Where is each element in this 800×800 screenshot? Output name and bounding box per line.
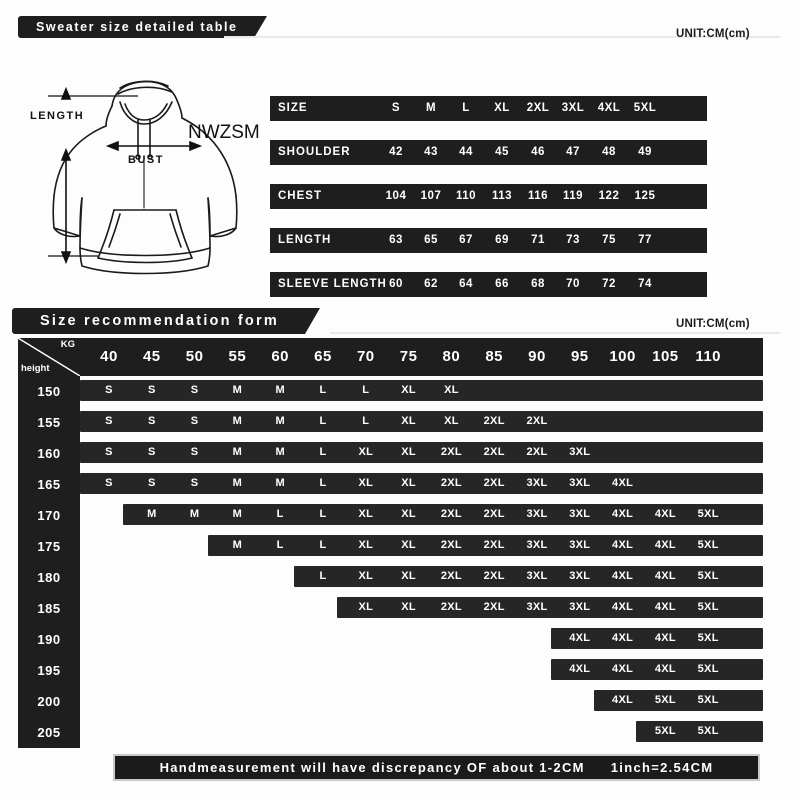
recommendation-cell: L bbox=[319, 508, 327, 520]
spec-value-cell: 47 bbox=[566, 146, 580, 158]
spec-row-label: CHEST bbox=[278, 190, 322, 202]
recommendation-cell: XL bbox=[358, 446, 374, 458]
recommendation-cell: S bbox=[147, 477, 156, 489]
recommendation-cell: 3XL bbox=[569, 539, 591, 551]
spec-value-cell: 65 bbox=[424, 234, 438, 246]
recommendation-cell: 3XL bbox=[569, 477, 591, 489]
spec-value-cell: 77 bbox=[638, 234, 652, 246]
spec-row bbox=[270, 96, 707, 121]
spec-section-banner bbox=[18, 16, 254, 38]
recommendation-cell: 5XL bbox=[697, 539, 719, 551]
spec-value-cell: 46 bbox=[531, 146, 545, 158]
recommendation-cell: 4XL bbox=[654, 570, 676, 582]
spec-value-cell: XL bbox=[494, 102, 510, 114]
spec-value-cell: 110 bbox=[455, 190, 477, 202]
spec-value-cell: 3XL bbox=[561, 102, 585, 114]
height-cell: 185 bbox=[37, 601, 61, 616]
recommendation-cell: 5XL bbox=[697, 725, 719, 737]
recommendation-row bbox=[551, 628, 763, 649]
recommendation-cell: L bbox=[319, 384, 327, 396]
recommendation-cell: L bbox=[362, 415, 370, 427]
recommendation-cell: 4XL bbox=[654, 663, 676, 675]
recommendation-cell: 5XL bbox=[697, 508, 719, 520]
spec-value-cell: 122 bbox=[598, 190, 620, 202]
weight-header-cell: 85 bbox=[485, 348, 504, 365]
spec-value-cell: 62 bbox=[424, 278, 438, 290]
recommendation-cell: 4XL bbox=[654, 632, 676, 644]
recommend-section-banner bbox=[12, 308, 305, 334]
recommendation-cell: 4XL bbox=[569, 632, 591, 644]
spec-value-cell: 66 bbox=[495, 278, 509, 290]
corner-kg-label: KG bbox=[60, 339, 75, 350]
weight-header-cell: 45 bbox=[142, 348, 161, 365]
spec-value-cell: 45 bbox=[495, 146, 509, 158]
measurement-disclaimer bbox=[113, 754, 760, 781]
spec-value-cell: 42 bbox=[389, 146, 403, 158]
recommendation-cell: XL bbox=[401, 384, 416, 396]
weight-header-cell: 70 bbox=[356, 348, 375, 365]
recommendation-cell: XL bbox=[358, 601, 374, 613]
recommendation-cell: XL bbox=[444, 384, 459, 396]
spec-value-cell: 4XL bbox=[597, 102, 621, 114]
recommendation-cell: 2XL bbox=[483, 508, 505, 520]
recommendation-cell: M bbox=[232, 415, 243, 427]
height-cell: 200 bbox=[37, 694, 61, 709]
recommendation-cell: M bbox=[275, 446, 285, 458]
recommendation-cell: 3XL bbox=[526, 570, 548, 582]
spec-row bbox=[270, 272, 707, 297]
weight-header-cell: 95 bbox=[570, 348, 589, 365]
bust-label: BUST bbox=[128, 154, 164, 166]
recommendation-cell: XL bbox=[401, 477, 416, 489]
recommendation-cell: 5XL bbox=[654, 725, 676, 737]
recommendation-cell: M bbox=[232, 446, 243, 458]
spec-value-cell: 107 bbox=[420, 190, 442, 202]
recommendation-cell: 4XL bbox=[612, 508, 634, 520]
recommendation-cell: XL bbox=[401, 601, 416, 613]
recommendation-cell: M bbox=[275, 384, 285, 396]
weight-header-cell: 110 bbox=[695, 348, 722, 365]
length-label: LENGTH bbox=[30, 110, 85, 122]
height-cell: 180 bbox=[37, 570, 61, 585]
spec-value-cell: 2XL bbox=[526, 102, 550, 114]
spec-section-title: Sweater size detailed table bbox=[36, 20, 238, 34]
weight-header-cell: 75 bbox=[399, 348, 418, 365]
recommendation-cell: 4XL bbox=[612, 539, 634, 551]
recommendation-cell: 2XL bbox=[483, 446, 505, 458]
recommendation-row bbox=[337, 597, 763, 618]
recommendation-cell: XL bbox=[358, 508, 374, 520]
spec-value-cell: 113 bbox=[491, 190, 513, 202]
recommendation-cell: 2XL bbox=[483, 570, 505, 582]
height-cell: 165 bbox=[37, 477, 61, 492]
recommendation-cell: 3XL bbox=[526, 539, 548, 551]
recommendation-cell: M bbox=[275, 415, 285, 427]
recommendation-cell: 2XL bbox=[483, 539, 505, 551]
corner-height-label: height bbox=[21, 363, 50, 374]
recommendation-cell: L bbox=[319, 477, 327, 489]
spec-value-cell: S bbox=[391, 102, 401, 114]
recommendation-cell: M bbox=[232, 539, 243, 551]
recommendation-cell: 5XL bbox=[697, 632, 719, 644]
height-cell: 150 bbox=[37, 384, 61, 399]
spec-value-cell: 60 bbox=[389, 278, 403, 290]
recommendation-row bbox=[123, 504, 763, 525]
spec-unit-label: UNIT:CM(cm) bbox=[676, 28, 750, 40]
height-cell: 205 bbox=[37, 725, 61, 740]
spec-row-label: LENGTH bbox=[278, 234, 332, 246]
recommendation-cell: 5XL bbox=[697, 663, 719, 675]
recommendation-cell: S bbox=[190, 477, 199, 489]
recommendation-cell: M bbox=[232, 477, 243, 489]
recommendation-cell: 3XL bbox=[526, 508, 548, 520]
recommendation-cell: S bbox=[190, 446, 199, 458]
spec-value-cell: 69 bbox=[495, 234, 509, 246]
recommendation-cell: XL bbox=[401, 446, 416, 458]
recommendation-cell: M bbox=[189, 508, 200, 520]
recommendation-cell: 2XL bbox=[440, 539, 462, 551]
recommendation-cell: 3XL bbox=[569, 601, 591, 613]
recommendation-cell: XL bbox=[401, 415, 416, 427]
spec-measurement-table bbox=[270, 96, 707, 297]
recommendation-cell: 2XL bbox=[483, 415, 505, 427]
spec-value-cell: 68 bbox=[531, 278, 545, 290]
recommendation-cell: 2XL bbox=[526, 446, 548, 458]
disclaimer-text: Handmeasurement will have discrepancy OF about 1-2CM bbox=[159, 760, 585, 775]
recommendation-cell: XL bbox=[358, 477, 374, 489]
weight-header-cell: 65 bbox=[314, 348, 332, 365]
weight-header-cell: 90 bbox=[528, 348, 546, 365]
weight-header-row bbox=[80, 338, 763, 376]
height-cell: 155 bbox=[37, 415, 61, 430]
recommendation-cell: 3XL bbox=[569, 570, 591, 582]
recommendation-cell: XL bbox=[358, 539, 374, 551]
recommendation-cell: 4XL bbox=[654, 539, 676, 551]
height-cell: 195 bbox=[37, 663, 61, 678]
recommendation-row bbox=[294, 566, 763, 587]
spec-value-cell: 48 bbox=[602, 146, 616, 158]
recommendation-cell: 4XL bbox=[612, 694, 634, 706]
recommendation-cell: S bbox=[147, 415, 156, 427]
height-column bbox=[18, 376, 80, 748]
spec-value-cell: 49 bbox=[638, 146, 652, 158]
recommendation-cell: M bbox=[232, 508, 243, 520]
spec-value-cell: 73 bbox=[566, 234, 580, 246]
weight-header-cell: 100 bbox=[609, 348, 636, 365]
spec-value-cell: 125 bbox=[634, 190, 656, 202]
recommendation-cell: 2XL bbox=[440, 446, 462, 458]
spec-value-cell: 71 bbox=[531, 234, 545, 246]
recommendation-cell: M bbox=[275, 477, 285, 489]
recommend-section-title: Size recommendation form bbox=[40, 313, 279, 329]
spec-row-label: SLEEVE LENGTH bbox=[278, 278, 387, 290]
weight-header-cell: 80 bbox=[442, 348, 461, 365]
recommendation-row bbox=[80, 442, 763, 463]
recommendation-cell: L bbox=[362, 384, 370, 396]
recommendation-cell: 3XL bbox=[569, 508, 591, 520]
spec-value-cell: 75 bbox=[602, 234, 616, 246]
recommendation-cell: L bbox=[276, 508, 284, 520]
spec-row bbox=[270, 184, 707, 209]
recommendation-cell: S bbox=[105, 477, 113, 489]
recommendation-cell: 4XL bbox=[654, 508, 676, 520]
spec-value-cell: 70 bbox=[566, 278, 580, 290]
recommendation-cell: 4XL bbox=[612, 477, 634, 489]
recommendation-cell: 2XL bbox=[440, 477, 462, 489]
recommendation-row bbox=[80, 380, 763, 401]
recommendation-cell: 2XL bbox=[483, 601, 505, 613]
recommendation-cell: 4XL bbox=[612, 570, 634, 582]
recommendation-cell: S bbox=[147, 446, 156, 458]
recommendation-cell: L bbox=[276, 539, 284, 551]
recommendation-cell: 5XL bbox=[697, 601, 719, 613]
recommendation-row bbox=[594, 690, 763, 711]
spec-value-cell: 43 bbox=[424, 146, 438, 158]
recommendation-cell: 4XL bbox=[612, 601, 634, 613]
recommendation-cell: 3XL bbox=[526, 601, 548, 613]
recommendation-cell: XL bbox=[444, 415, 459, 427]
recommendation-cell: 2XL bbox=[440, 570, 462, 582]
spec-value-cell: 74 bbox=[638, 278, 652, 290]
recommendation-cell: 2XL bbox=[440, 508, 462, 520]
spec-value-cell: 64 bbox=[459, 278, 473, 290]
spec-value-cell: M bbox=[425, 102, 437, 114]
hoodie-diagram bbox=[28, 58, 268, 293]
recommendation-row bbox=[80, 411, 763, 432]
recommendation-cell: XL bbox=[401, 570, 416, 582]
spec-row-label: SIZE bbox=[278, 102, 308, 114]
recommendation-cell: 3XL bbox=[526, 477, 548, 489]
recommendation-cell: S bbox=[105, 384, 113, 396]
height-cell: 160 bbox=[37, 446, 61, 461]
spec-value-cell: 104 bbox=[385, 190, 407, 202]
height-cell: 190 bbox=[37, 632, 61, 647]
recommendation-cell: L bbox=[319, 415, 327, 427]
spec-value-cell: 116 bbox=[527, 190, 549, 202]
spec-value-cell: 119 bbox=[562, 190, 584, 202]
recommendation-cell: 5XL bbox=[654, 694, 676, 706]
recommend-banner-wrap bbox=[12, 308, 305, 334]
height-cell: 175 bbox=[37, 539, 61, 554]
recommendation-cell: 2XL bbox=[526, 415, 548, 427]
recommendation-cell: S bbox=[105, 415, 113, 427]
recommendation-cell: S bbox=[190, 384, 199, 396]
spec-value-cell: 5XL bbox=[633, 102, 657, 114]
spec-row bbox=[270, 228, 707, 253]
recommendation-cell: 5XL bbox=[697, 694, 719, 706]
recommendation-row bbox=[551, 659, 763, 680]
recommendation-cell: L bbox=[319, 570, 327, 582]
recommendation-row bbox=[80, 473, 763, 494]
weight-header-cell: 40 bbox=[100, 348, 118, 365]
hoodie-svg bbox=[28, 58, 268, 288]
spec-value-cell: 63 bbox=[389, 234, 403, 246]
recommendation-cell: XL bbox=[401, 539, 416, 551]
spec-value-cell: 44 bbox=[459, 146, 473, 158]
recommendation-cell: XL bbox=[401, 508, 416, 520]
recommendation-row bbox=[636, 721, 763, 742]
recommendation-cell: 5XL bbox=[697, 570, 719, 582]
weight-header-cell: 60 bbox=[271, 348, 290, 365]
spec-value-cell: L bbox=[462, 102, 470, 114]
recommendation-cell: L bbox=[319, 539, 327, 551]
recommendation-cell: S bbox=[147, 384, 156, 396]
inch-conversion-text: 1inch=2.54CM bbox=[610, 760, 714, 775]
recommendation-cell: XL bbox=[358, 570, 374, 582]
spec-value-cell: 72 bbox=[602, 278, 616, 290]
grid-corner-cell bbox=[18, 338, 80, 376]
recommendation-cell: 4XL bbox=[612, 632, 634, 644]
recommendation-cell: 3XL bbox=[569, 446, 591, 458]
recommendation-cell: M bbox=[232, 384, 243, 396]
recommendation-cell: 2XL bbox=[483, 477, 505, 489]
spec-value-cell: 67 bbox=[459, 234, 473, 246]
recommendation-cell: S bbox=[190, 415, 199, 427]
spec-banner-wrap bbox=[18, 16, 254, 38]
recommendation-row bbox=[208, 535, 763, 556]
spec-row bbox=[270, 140, 707, 165]
recommendation-cell: S bbox=[105, 446, 113, 458]
height-cell: 170 bbox=[37, 508, 61, 523]
recommendation-cell: 4XL bbox=[569, 663, 591, 675]
recommendation-cell: M bbox=[147, 508, 157, 520]
recommend-unit-label: UNIT:CM(cm) bbox=[676, 318, 750, 330]
weight-header-cell: 105 bbox=[652, 348, 679, 365]
weight-header-cell: 55 bbox=[228, 348, 247, 365]
recommendation-cell: 4XL bbox=[612, 663, 634, 675]
recommendation-cell: L bbox=[319, 446, 327, 458]
weight-header-cell: 50 bbox=[185, 348, 204, 365]
recommendation-cell: 4XL bbox=[654, 601, 676, 613]
brand-watermark: NWZSM bbox=[188, 122, 260, 143]
recommendation-cell: 2XL bbox=[440, 601, 462, 613]
spec-row-label: SHOULDER bbox=[278, 146, 351, 158]
recommend-banner-rule bbox=[330, 332, 780, 334]
